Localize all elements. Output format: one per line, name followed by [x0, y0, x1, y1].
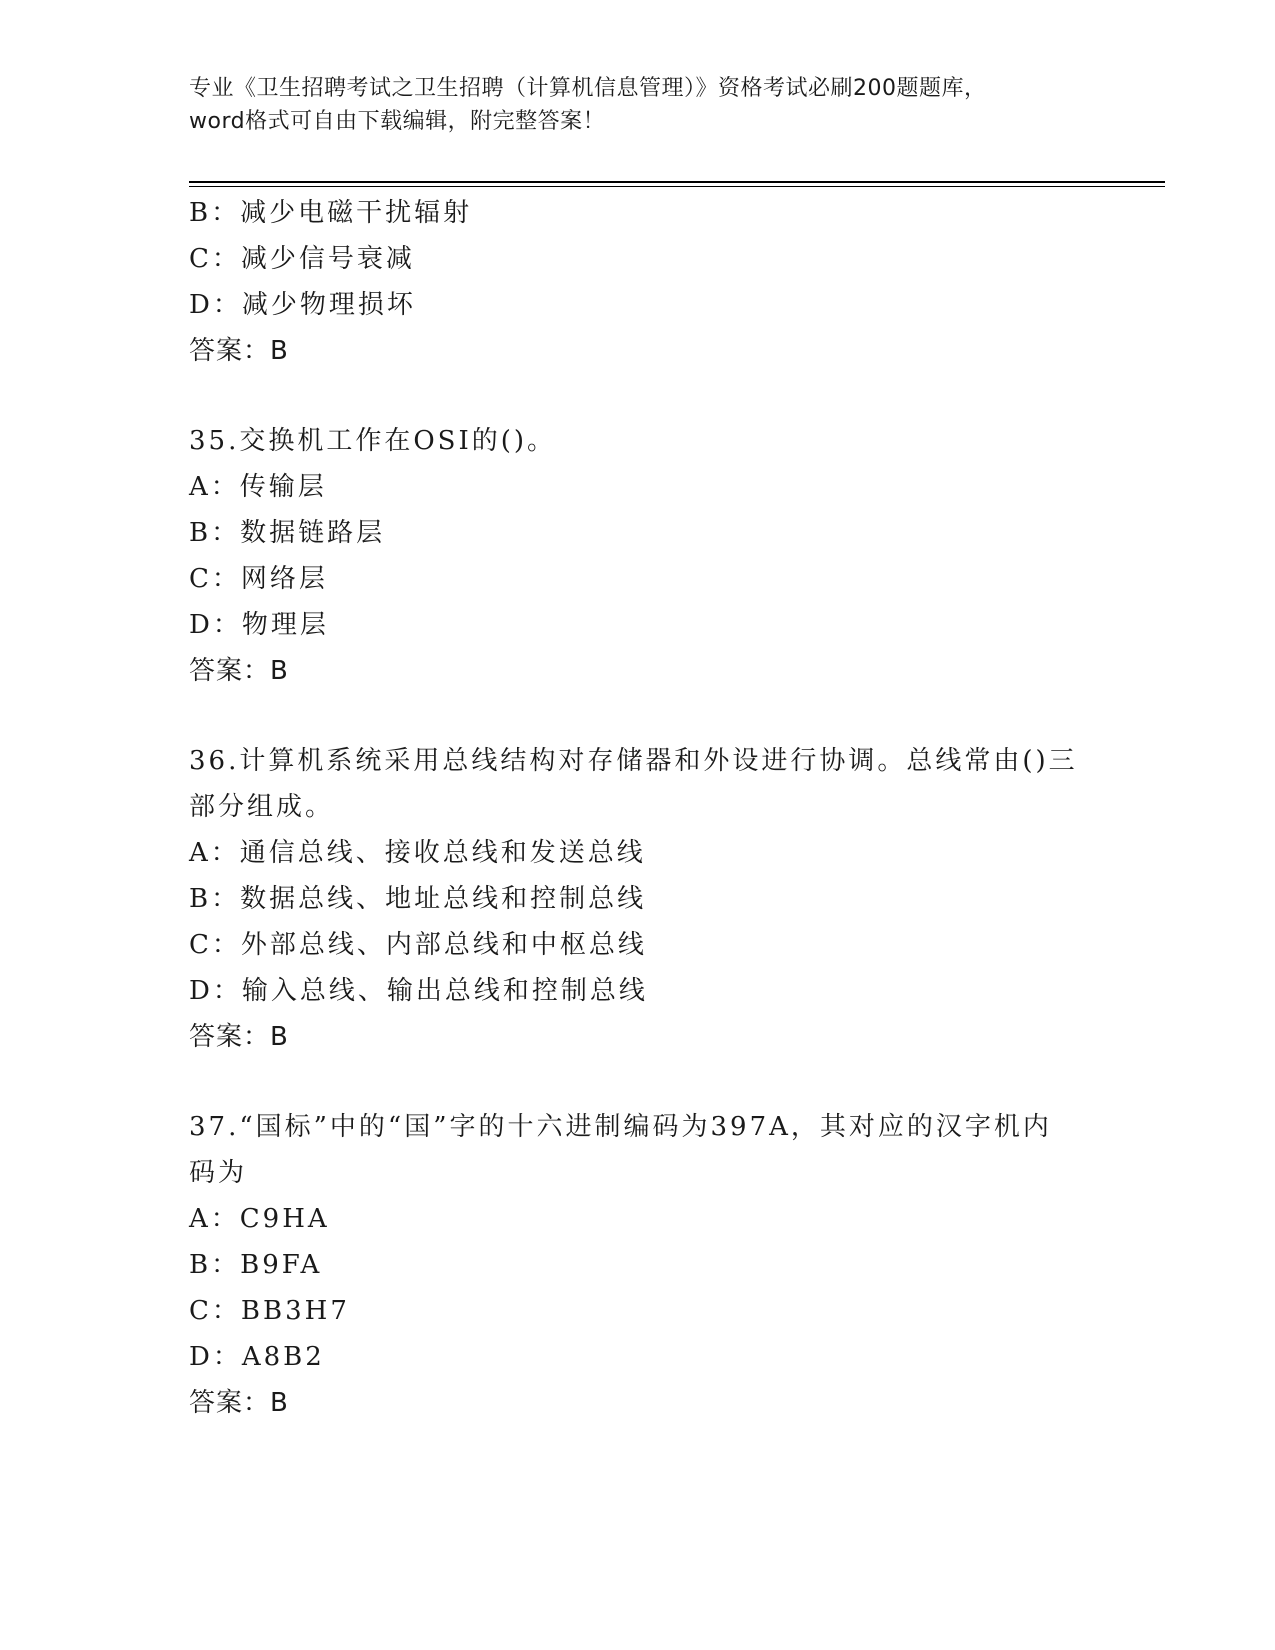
- option-c: C：BB3H7: [189, 1296, 350, 1326]
- question-37-block: [189, 1104, 1089, 1426]
- document-header: [189, 72, 1089, 138]
- question-35-block: [189, 418, 1089, 694]
- spacer: [189, 374, 1089, 418]
- header-line-1: 专业《卫生招聘考试之卫生招聘（计算机信息管理）》资格考试必刷200题题库，: [189, 76, 987, 101]
- answer-line: 答案：B: [189, 1022, 289, 1052]
- answer-line: 答案：B: [189, 1388, 289, 1418]
- answer-line: 答案：B: [189, 336, 289, 366]
- question-text-line-2: 部分组成。: [189, 792, 335, 822]
- question-text-line-2: 码为: [189, 1158, 248, 1188]
- question-36-block: [189, 738, 1089, 1060]
- option-a: A：C9HA: [189, 1204, 330, 1234]
- option-b: B：减少电磁干扰辐射: [189, 198, 473, 228]
- option-d: D：物理层: [189, 610, 329, 640]
- header-divider-thick: [189, 181, 1165, 183]
- option-d: D：减少物理损坏: [189, 290, 416, 320]
- header-line-2: word格式可自由下载编辑，附完整答案！: [189, 109, 606, 134]
- option-d: D：输入总线、输出总线和控制总线: [189, 976, 648, 1006]
- option-c: C：网络层: [189, 564, 328, 594]
- question-text-line-1: 36.计算机系统采用总线结构对存储器和外设进行协调。总线常由()三: [189, 746, 1078, 776]
- option-c: C：外部总线、内部总线和中枢总线: [189, 930, 647, 960]
- question-text: 35.交换机工作在OSI的()。: [189, 426, 557, 456]
- spacer: [189, 694, 1089, 738]
- option-a: A：传输层: [189, 472, 327, 502]
- header-divider-thin: [189, 186, 1165, 187]
- question-34-block: [189, 190, 1089, 374]
- option-b: B：数据总线、地址总线和控制总线: [189, 884, 647, 914]
- option-d: D：A8B2: [189, 1342, 325, 1372]
- answer-line: 答案：B: [189, 656, 289, 686]
- spacer: [189, 1060, 1089, 1104]
- option-b: B：B9FA: [189, 1250, 323, 1280]
- option-c: C：减少信号衰减: [189, 244, 415, 274]
- option-b: B：数据链路层: [189, 518, 386, 548]
- option-a: A：通信总线、接收总线和发送总线: [189, 838, 646, 868]
- page-content: [189, 190, 1089, 1426]
- question-text-line-1: 37.“国标”中的“国”字的十六进制编码为397A，其对应的汉字机内: [189, 1112, 1052, 1142]
